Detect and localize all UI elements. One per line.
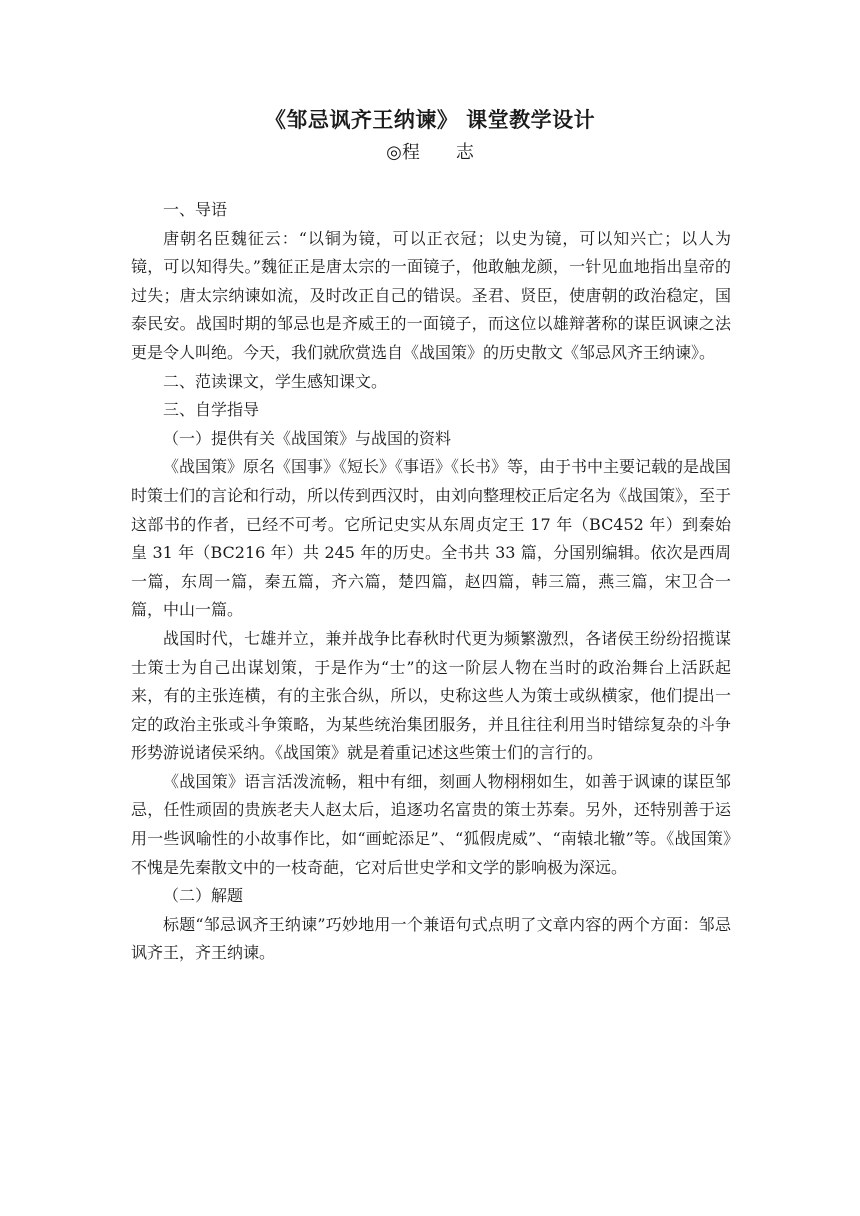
subsection-heading-materials: （一）提供有关《战国策》与战国的资料	[163, 428, 452, 448]
subsection-heading-title-analysis: （二）解题	[163, 886, 244, 906]
paragraph: 标题“邹忌讽齐王纳谏”巧妙地用一个兼语句式点明了文章内容的两个方面：邹忌讽齐王，齐王纳谏。	[131, 914, 731, 963]
paragraph: 战国时代，七雄并立，兼并战争比春秋时代更为频繁激烈，各诸侯王纷纷招揽谋士策士为自己出谋划策，于是作为“士”的这一阶层人物在当时的政治舞台上活跃起来，有的主张连横，有的主张合纵，所以，史称这些人为策士或纵横家，他们提出一定的政治主张或斗争策略，为某些统治集团服务，并且往往利用当时错综复杂的斗争形势游说诸侯采纳。《战国策》就是着重记述这些策士们的言行的。	[131, 628, 731, 763]
document-title: 《邹忌讽齐王纳谏》 课堂教学设计	[264, 107, 596, 132]
section-heading-self-study: 三、自学指导	[163, 400, 260, 420]
author-prefix: ◎程	[386, 142, 420, 163]
document-body	[131, 196, 731, 968]
paragraph: 《战国策》语言活泼流畅，粗中有细，刻画人物栩栩如生，如善于讽谏的谋臣邹忌，任性顽固的贵族老夫人赵太后，追逐功名富贵的策士苏秦。另外，还特别善于运用一些讽喻性的小故事作比，如“画蛇添足”、“狐假虎威”、“南辕北辙”等。《战国策》不愧是先秦散文中的一枝奇葩，它对后世史学和文学的影响极为深远。	[131, 771, 731, 877]
author-suffix: 志	[455, 142, 474, 163]
paragraph: 唐朝名臣魏征云：“以铜为镜，可以正衣冠；以史为镜，可以知兴亡；以人为镜，可以知得失。”魏征正是唐太宗的一面镜子，他敢触龙颜，一针见血地指出皇帝的过失；唐太宗纳谏如流，及时改正自己的错误。圣君、贤臣，使唐朝的政治稳定，国泰民安。战国时期的邹忌也是齐威王的一面镜子，而这位以雄辩著称的谋臣讽谏之法更是令人叫绝。今天，我们就欣赏选自《战国策》的历史散文《邹忌风齐王纳谏》。	[131, 228, 731, 362]
section-heading-reading: 二、范读课文，学生感知课文。	[163, 371, 388, 391]
author-line	[0, 138, 860, 164]
section-heading-intro: 一、导语	[163, 200, 228, 219]
paragraph: 《战国策》原名《国事》《短长》《事语》《长书》等，由于书中主要记载的是战国时策士们的言论和行动，所以传到西汉时，由刘向整理校正后定名为《战国策》，至于这部书的作者，已经不可考。它所记史实从东周贞定王 17 年（BC452 年）到秦始皇 31 年（BC216 年）共 245 年的历史。全书共 33 篇，分国别编辑。依次是西周一篇，东周一篇，秦五篇，齐六篇，楚四篇，赵四篇，韩三篇，燕三篇，宋卫合一篇，中山一篇。	[131, 457, 732, 620]
